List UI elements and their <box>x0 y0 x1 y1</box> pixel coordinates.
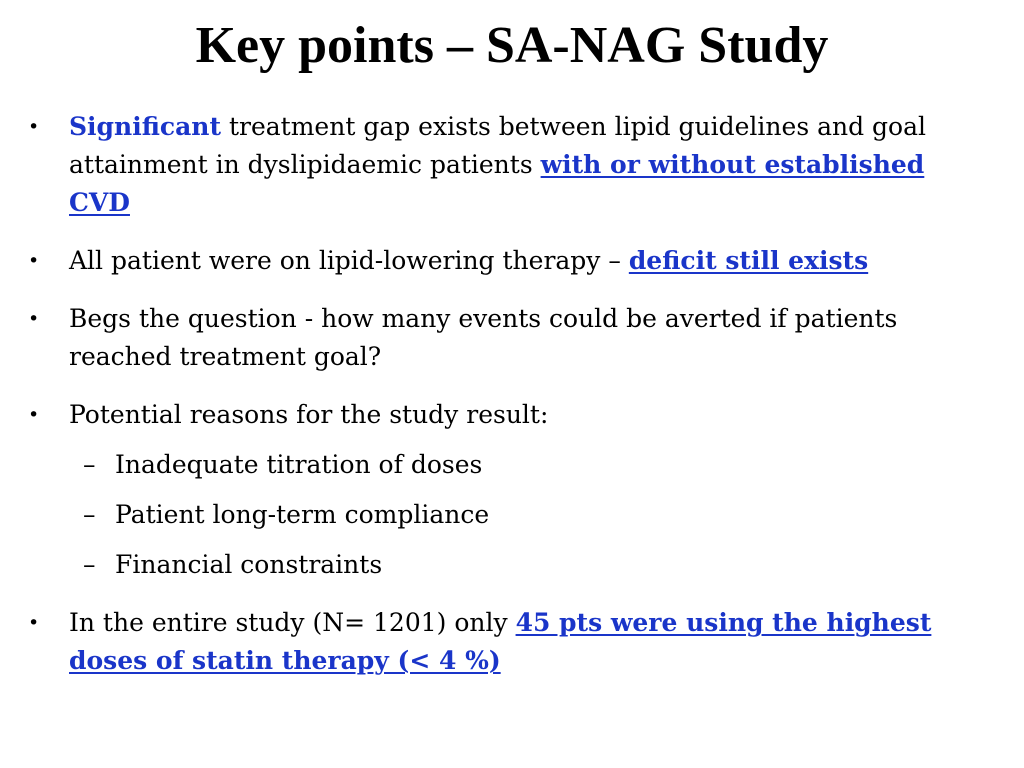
bullet-icon: • <box>28 404 40 426</box>
sub-bullet-text: Financial constraints <box>115 550 383 579</box>
bullet-link-statin[interactable]: 45 pts were using the highest doses of statin therapy (< 4 %) <box>69 608 932 675</box>
dash-icon: – <box>83 500 96 529</box>
bullet-emphasis: Significant <box>69 112 222 141</box>
bullet-text: All patient were on lipid-lowering therapy – <box>69 246 629 275</box>
sub-bullet-item <box>69 496 988 534</box>
bullet-text: treatment gap exists between lipid guidelines and goal attainment in dyslipidaemic patients <box>69 112 927 179</box>
dash-icon: – <box>83 550 96 579</box>
bullet-item-reasons <box>28 396 988 584</box>
bullet-item-study-size <box>28 604 988 680</box>
bullet-text: Begs the question - how many events could be averted if patients reached treatment goal? <box>69 304 898 371</box>
bullet-list <box>28 108 988 700</box>
bullet-text: Potential reasons for the study result: <box>69 400 549 429</box>
bullet-icon: • <box>28 116 40 138</box>
sub-bullet-text: Patient long-term compliance <box>115 500 490 529</box>
dash-icon: – <box>83 450 96 479</box>
bullet-icon: • <box>28 250 40 272</box>
bullet-icon: • <box>28 308 40 330</box>
sub-bullet-item <box>69 446 988 484</box>
bullet-link-cvd[interactable]: with or without established CVD <box>69 150 925 217</box>
sub-bullet-item <box>69 546 988 584</box>
sub-bullet-list <box>69 446 988 584</box>
bullet-icon: • <box>28 612 40 634</box>
bullet-link-deficit[interactable]: deficit still exists <box>628 246 869 275</box>
bullet-item-therapy <box>28 242 988 280</box>
bullet-text: In the entire study (N= 1201) only <box>69 608 516 637</box>
slide-title: Key points – SA-NAG Study <box>195 17 829 74</box>
bullet-item-treatment-gap <box>28 108 988 222</box>
sub-bullet-text: Inadequate titration of doses <box>115 450 483 479</box>
bullet-item-question <box>28 300 988 376</box>
